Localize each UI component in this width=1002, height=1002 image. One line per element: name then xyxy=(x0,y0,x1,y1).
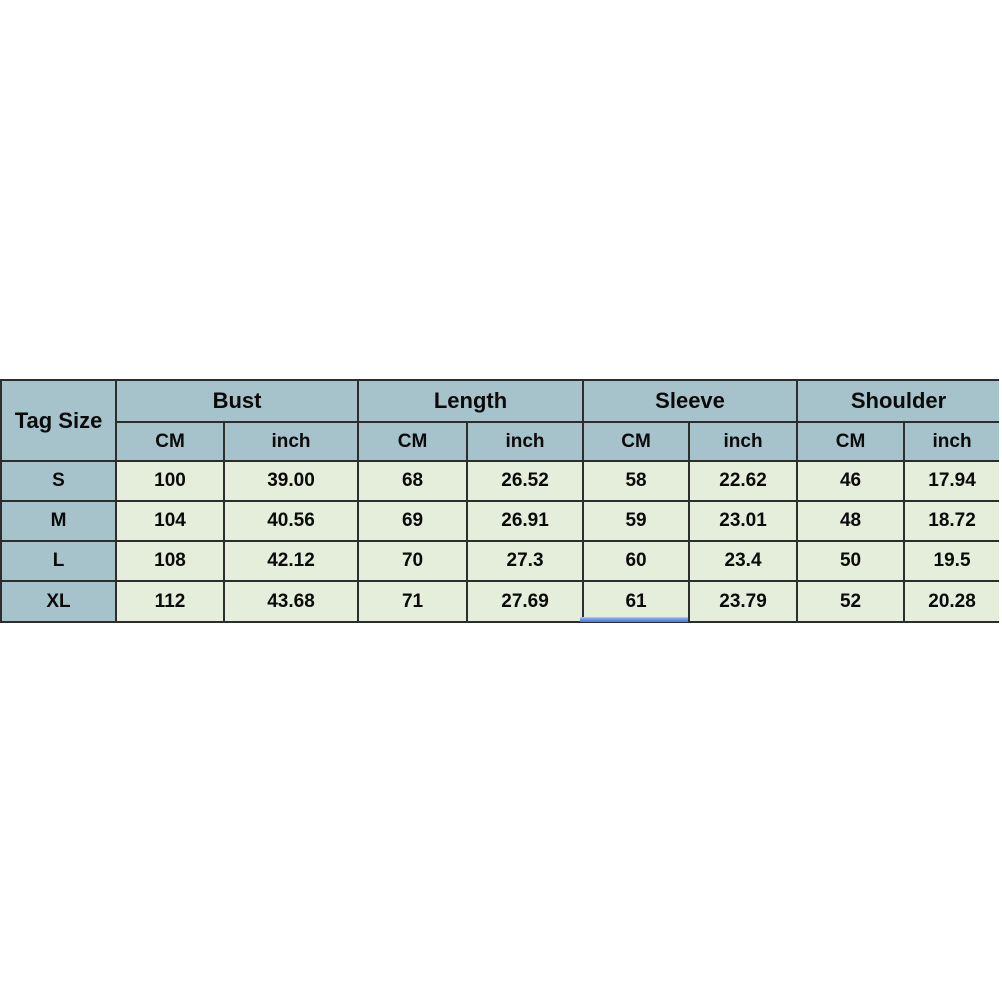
table-cell: 40.56 xyxy=(224,501,358,541)
table-cell: 52 xyxy=(797,581,904,622)
table-cell: 48 xyxy=(797,501,904,541)
table-row-l xyxy=(1,541,999,581)
unit-header-sleeve-cm: CM xyxy=(583,422,689,461)
size-chart xyxy=(0,379,998,622)
table-cell: 27.69 xyxy=(467,581,583,622)
unit-header-shoulder-inch: inch xyxy=(904,422,999,461)
table-cell: 58 xyxy=(583,461,689,501)
unit-header-length-cm: CM xyxy=(358,422,467,461)
table-cell: 26.52 xyxy=(467,461,583,501)
row-tag: XL xyxy=(1,581,116,622)
table-cell: 23.01 xyxy=(689,501,797,541)
unit-header-shoulder-cm: CM xyxy=(797,422,904,461)
table-cell: 104 xyxy=(116,501,224,541)
table-cell: 42.12 xyxy=(224,541,358,581)
table-cell: 23.79 xyxy=(689,581,797,622)
table-cell: 27.3 xyxy=(467,541,583,581)
unit-header-bust-inch: inch xyxy=(224,422,358,461)
table-cell: 18.72 xyxy=(904,501,999,541)
table-cell: 112 xyxy=(116,581,224,622)
table-cell: 59 xyxy=(583,501,689,541)
column-group-header-shoulder: Shoulder xyxy=(797,380,999,422)
table-cell: 23.4 xyxy=(689,541,797,581)
unit-header-bust-cm: CM xyxy=(116,422,224,461)
table-cell: 50 xyxy=(797,541,904,581)
row-tag: S xyxy=(1,461,116,501)
table-cell: 69 xyxy=(358,501,467,541)
table-row-s xyxy=(1,461,999,501)
corner-header: Tag Size xyxy=(1,380,116,461)
table-cell: 22.62 xyxy=(689,461,797,501)
table-cell: 68 xyxy=(358,461,467,501)
table-cell: 100 xyxy=(116,461,224,501)
table-cell: 17.94 xyxy=(904,461,999,501)
table-row-m xyxy=(1,501,999,541)
table-row-xl xyxy=(1,581,999,622)
table-cell: 26.91 xyxy=(467,501,583,541)
table-cell: 46 xyxy=(797,461,904,501)
size-chart-table xyxy=(0,379,999,623)
table-cell: 60 xyxy=(583,541,689,581)
column-group-header-length: Length xyxy=(358,380,583,422)
table-cell: 70 xyxy=(358,541,467,581)
table-cell: 39.00 xyxy=(224,461,358,501)
column-group-header-sleeve: Sleeve xyxy=(583,380,797,422)
unit-header-sleeve-inch: inch xyxy=(689,422,797,461)
unit-header-length-inch: inch xyxy=(467,422,583,461)
table-cell: 43.68 xyxy=(224,581,358,622)
table-cell: 19.5 xyxy=(904,541,999,581)
selection-underline xyxy=(580,617,688,622)
table-cell: 108 xyxy=(116,541,224,581)
table-cell: 61 xyxy=(583,581,689,622)
table-cell: 20.28 xyxy=(904,581,999,622)
table-cell: 71 xyxy=(358,581,467,622)
column-group-header-bust: Bust xyxy=(116,380,358,422)
row-tag: L xyxy=(1,541,116,581)
row-tag: M xyxy=(1,501,116,541)
